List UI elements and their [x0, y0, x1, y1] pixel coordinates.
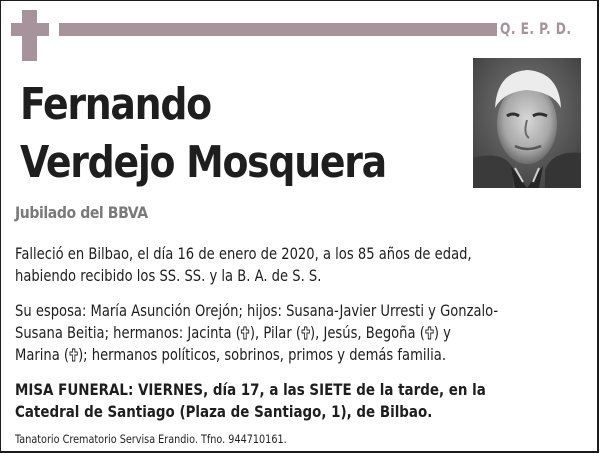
- family-text: ), Jesús, Begoña (: [310, 323, 425, 342]
- funeral-home-footer: Tanatorio Crematorio Servisa Erandio. Tfno. 944710161.: [15, 432, 287, 446]
- funeral-line: MISA FUNERAL: VIERNES, día 17, a las SIETE de la tarde, en la: [15, 380, 486, 399]
- deceased-cross-icon: [301, 324, 310, 338]
- family-line: [15, 322, 498, 344]
- deceased-first-name: Fernando: [20, 79, 211, 130]
- qepd-label: Q. E. P. D.: [500, 19, 572, 38]
- deceased-cross-icon: [425, 324, 434, 338]
- death-notice-line: habiendo recibido los SS. SS. y la B. A. de S. S.: [15, 266, 322, 285]
- deceased-last-names: Verdejo Mosquera: [20, 137, 386, 188]
- portrait-photo: [473, 58, 581, 188]
- death-notice: [15, 243, 472, 287]
- funeral-line: Catedral de Santiago (Plaza de Santiago, 1), de Bilbao.: [15, 402, 433, 421]
- portrait-image: [473, 58, 581, 188]
- family-text: Marina (: [15, 345, 70, 364]
- family-line: [15, 344, 498, 366]
- family-line: Su esposa: María Asunción Orejón; hijos: Susana-Javier Urresti y Gonzalo-: [15, 301, 499, 320]
- funeral-mass-info: [15, 379, 486, 423]
- death-notice-line: Falleció en Bilbao, el día 16 de enero de 2020, a los 85 años de edad,: [15, 244, 472, 263]
- header-rule: [59, 23, 497, 36]
- deceased-cross-icon: [69, 346, 78, 360]
- family-list: [15, 300, 498, 366]
- family-text: Susana Beitia; hermanos: Jacinta (: [15, 323, 241, 342]
- family-text: ) y: [433, 323, 451, 342]
- deceased-title: Jubilado del BBVA: [15, 203, 148, 222]
- family-text: ), Pilar (: [249, 323, 302, 342]
- deceased-cross-icon: [241, 324, 250, 338]
- cross-icon-arm: [11, 23, 49, 36]
- family-text: ); hermanos políticos, sobrinos, primos y demás familia.: [78, 345, 447, 364]
